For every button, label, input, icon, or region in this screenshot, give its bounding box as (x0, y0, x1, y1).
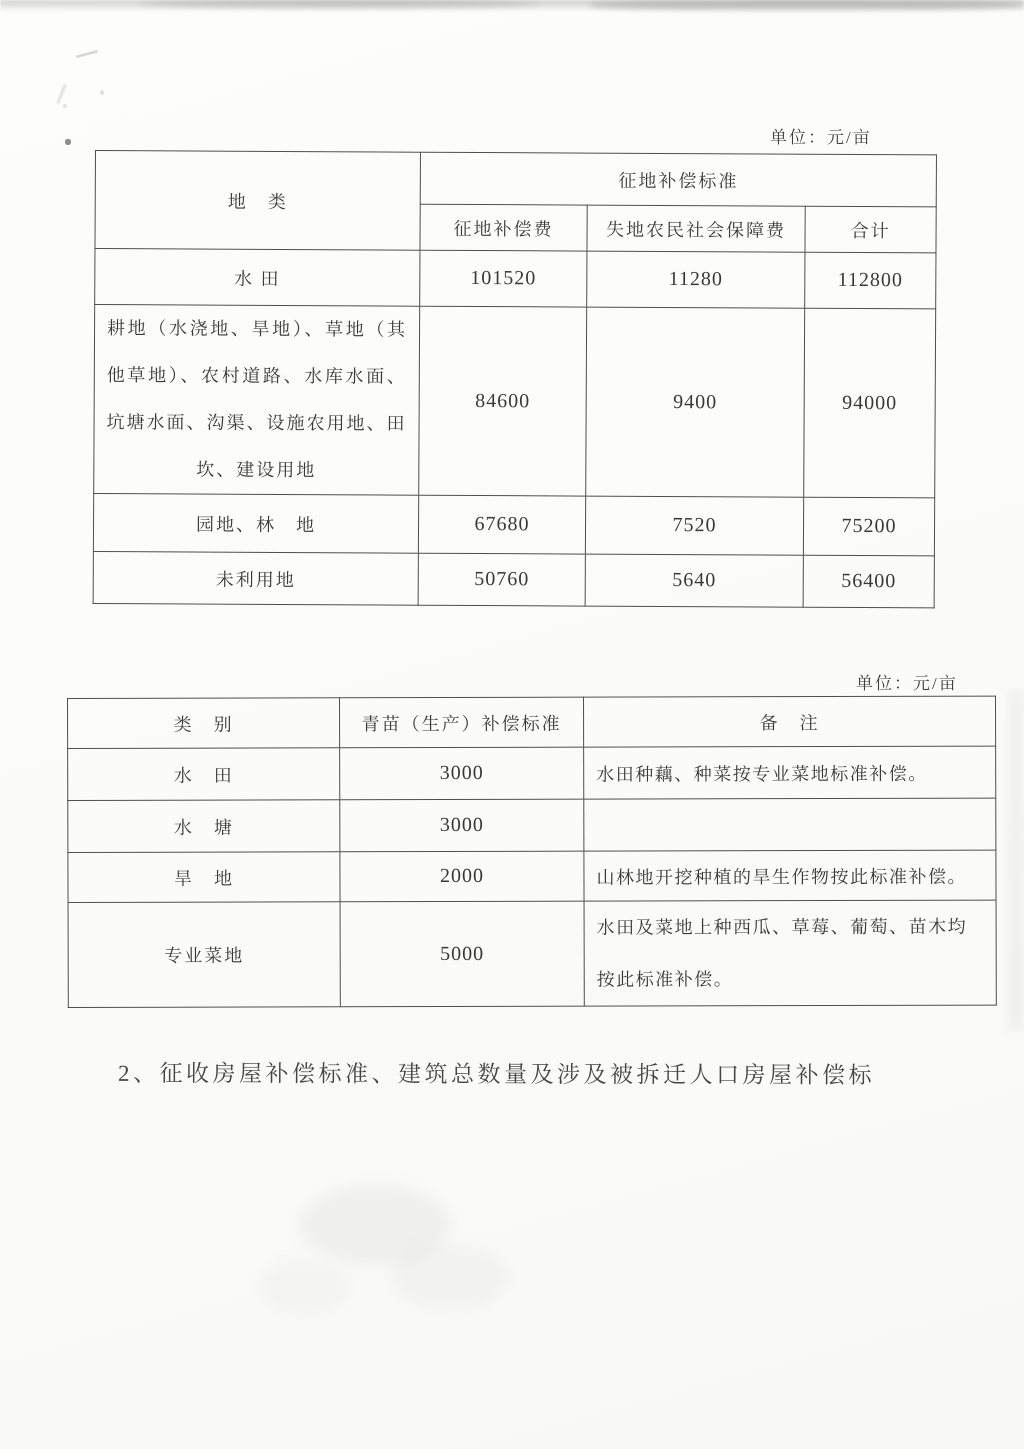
scan-artifact-smudge (260, 1260, 350, 1315)
seedling-compensation-table (67, 696, 997, 1008)
scan-artifact-mark (76, 50, 98, 58)
scan-artifact-mark (63, 104, 67, 108)
fee-cell: 101520 (420, 250, 587, 307)
land-type-cell: 水 田 (95, 249, 420, 307)
seedling-table-header-category: 类 别 (68, 698, 340, 749)
seedling-table-row-paddy (68, 746, 996, 800)
scan-artifact-streak (590, 0, 1024, 10)
total-cell: 112800 (805, 252, 936, 309)
land-table-header-social: 失地农民社会保障费 (587, 205, 805, 252)
remark-cell: 水田种藕、种菜按专业菜地标准补偿。 (584, 746, 996, 799)
standard-cell: 2000 (340, 851, 584, 902)
seedling-table-row-pond (68, 798, 996, 852)
seedling-table-row-vegetable (68, 900, 996, 1007)
social-cell: 7520 (585, 496, 803, 555)
unit-label-land-table: 单位：元/亩 (770, 128, 872, 147)
category-cell: 旱 地 (68, 852, 340, 903)
total-cell: 56400 (803, 555, 934, 608)
seedling-table-header-remark: 备 注 (583, 696, 995, 747)
scan-artifact-right-shade (1008, 690, 1024, 1030)
scan-artifact-mark (56, 84, 66, 104)
standard-cell: 3000 (340, 747, 584, 800)
land-compensation-table (93, 150, 937, 608)
total-cell: 75200 (803, 497, 934, 556)
land-table-row-orchard-forest (93, 493, 934, 555)
seedling-table-row-dryland (68, 850, 996, 902)
standard-cell: 5000 (340, 901, 584, 1007)
land-table-header-land-type: 地 类 (95, 151, 421, 251)
unit-label-seedling-table: 单位：元/亩 (856, 674, 958, 693)
seedling-table-header-standard: 青苗（生产）补偿标准 (340, 697, 584, 748)
section-heading-house-compensation: 2、征收房屋补偿标准、建筑总数量及涉及被拆迁人口房屋补偿标 (117, 1060, 876, 1088)
fee-cell: 84600 (419, 306, 587, 496)
remark-cell (584, 798, 996, 851)
fee-cell: 67680 (418, 495, 585, 554)
category-cell: 水 田 (68, 748, 340, 801)
land-table-header-group: 征地补偿标准 (420, 152, 936, 207)
social-cell: 9400 (586, 307, 805, 497)
remark-cell: 山林地开挖种植的旱生作物按此标准补偿。 (584, 850, 996, 901)
category-cell: 水 塘 (68, 800, 340, 853)
total-cell: 94000 (804, 308, 936, 498)
social-cell: 5640 (585, 554, 803, 607)
fee-cell: 50760 (418, 553, 585, 606)
land-type-cell: 园地、林 地 (93, 493, 418, 553)
land-table-row-cultivated (94, 305, 936, 498)
standard-cell: 3000 (340, 799, 584, 852)
land-table-header-total: 合计 (805, 206, 936, 253)
category-cell: 专业菜地 (68, 902, 340, 1008)
scan-artifact-mark (65, 139, 71, 145)
scan-artifact-mark (100, 90, 104, 95)
land-table-row-paddy (95, 249, 936, 309)
scan-artifact-streak (140, 0, 540, 8)
land-type-cell: 耕地（水浇地、旱地）、草地（其他草地）、农村道路、水库水面、坑塘水面、沟渠、设施农用地、田坎、建设用地 (94, 305, 420, 496)
land-type-cell: 未利用地 (93, 551, 418, 605)
social-cell: 11280 (587, 251, 805, 308)
land-table-row-unused (93, 551, 934, 607)
scan-artifact-smudge (390, 1245, 510, 1310)
land-table-header-fee: 征地补偿费 (420, 204, 587, 251)
remark-cell: 水田及菜地上种西瓜、草莓、葡萄、苗木均按此标准补偿。 (584, 900, 996, 1006)
